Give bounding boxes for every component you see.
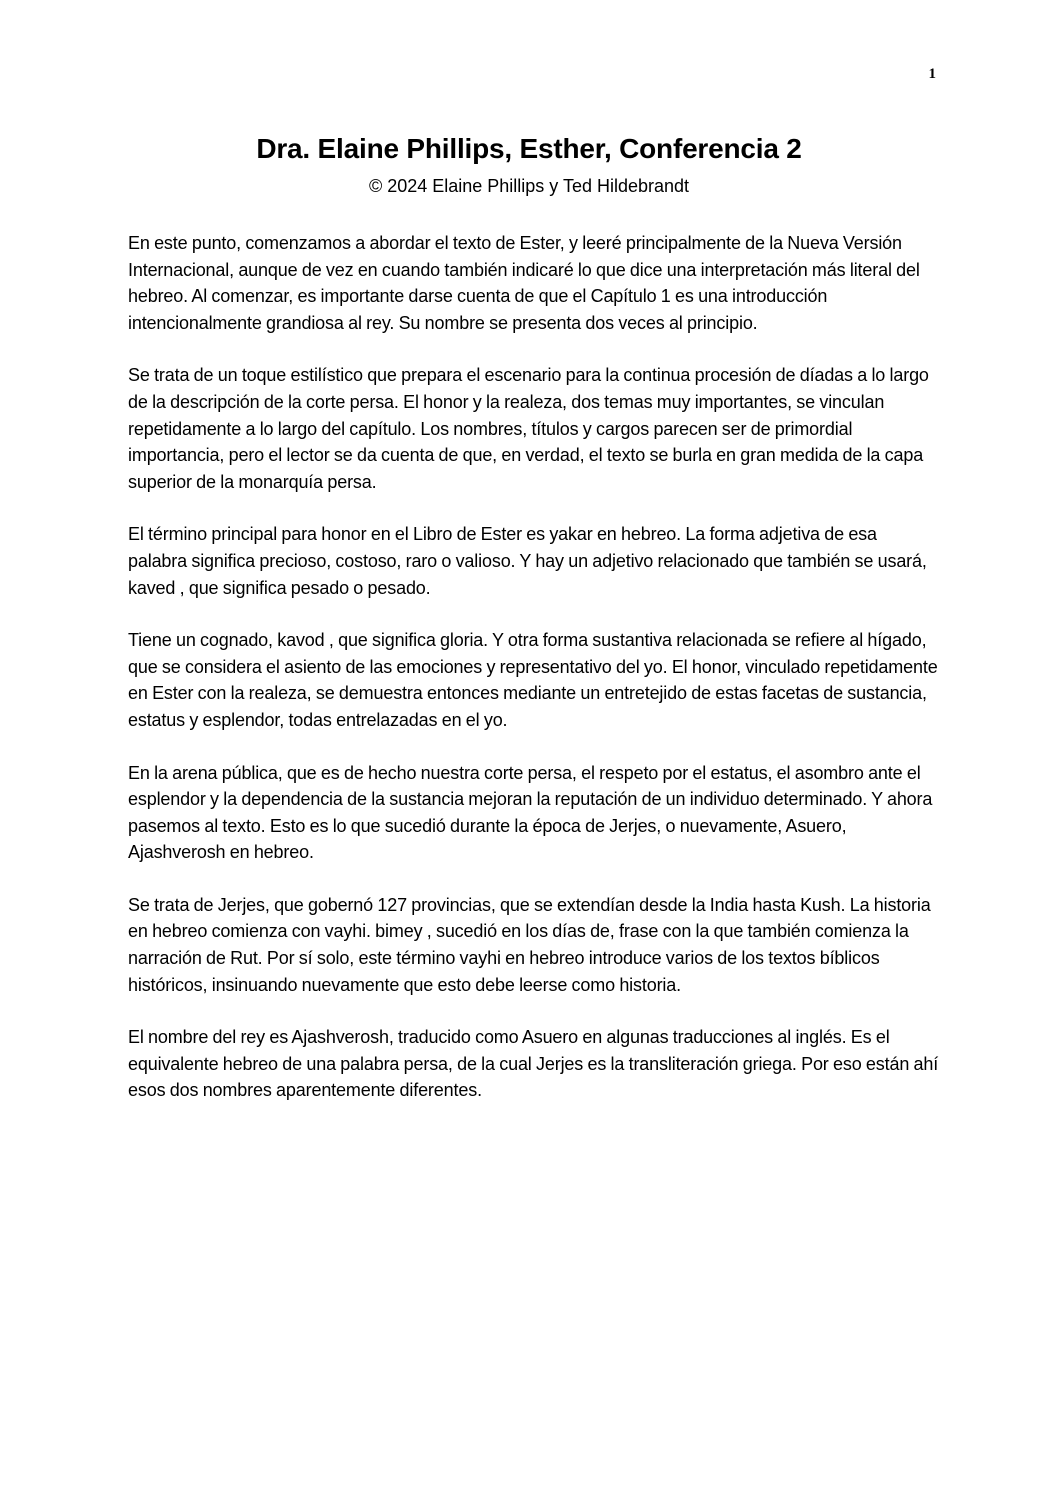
document-subtitle: © 2024 Elaine Phillips y Ted Hildebrandt: [368, 176, 690, 196]
paragraph: El término principal para honor en el Libro de Ester es yakar en hebreo. La forma adjetiva de esa palabra significa precioso, costoso, raro o valioso. Y hay un adjetivo relacionado que también se usará, kaved , que significa pesado o pesado.: [128, 524, 927, 598]
paragraph: En la arena pública, que es de hecho nuestra corte persa, el respeto por el estatus, el asombro ante el esplendor y la dependencia de la sustancia mejoran la reputación de un individuo determinado. Y ahora pasemos al texto. Esto es lo que sucedió durante la época de Jerjes, o nuevamente, Asuero, Ajashverosh en hebreo.: [128, 762, 933, 863]
paragraph: Se trata de Jerjes, que gobernó 127 provincias, que se extendían desde la India hasta Kush. La historia en hebreo comienza con vayhi. bimey , sucedió en los días de, frase con la que también comienza la narración de Rut. Por sí solo, este término vayhi en hebreo introduce varios de los textos bíblicos históricos, insinuando nuevamente que esto debe leerse como historia.: [128, 894, 931, 995]
document-body: [128, 230, 940, 1130]
paragraph: Se trata de un toque estilístico que prepara el escenario para la continua procesión de díadas a lo largo de la descripción de la corte persa. El honor y la realeza, dos temas muy importantes, se vinculan repetidamente a lo largo del capítulo. Los nombres, títulos y cargos parecen ser de primordial importancia, pero el lector se da cuenta de que, en verdad, el texto se burla en gran medida de la capa superior de la monarquía persa.: [128, 365, 929, 492]
page-number: 1: [928, 66, 936, 82]
paragraph: El nombre del rey es Ajashverosh, traducido como Asuero en algunas traducciones al inglés. Es el equivalente hebreo de una palabra persa, de la cual Jerjes es la transliteración griega. Por eso están ahí esos dos nombres aparentemente diferentes.: [128, 1027, 939, 1101]
paragraph: Tiene un cognado, kavod , que significa gloria. Y otra forma sustantiva relacionada se refiere al hígado, que se considera el asiento de las emociones y representativo del yo. El honor, vinculado repetidamente en Ester con la realeza, se demuestra entonces mediante un entretejido de estas facetas de sustancia, estatus y esplendor, todas entrelazadas en el yo.: [128, 630, 938, 730]
paragraph: En este punto, comenzamos a abordar el texto de Ester, y leeré principalmente de la Nueva Versión Internacional, aunque de vez en cuando también indicaré lo que dice una interpretación más literal del hebreo. Al comenzar, es importante darse cuenta de que el Capítulo 1 es una introducción intencionalmente grandiosa al rey. Su nombre se presenta dos veces al principio.: [128, 233, 920, 333]
document-title: Dra. Elaine Phillips, Esther, Conferencia 2: [256, 133, 802, 164]
